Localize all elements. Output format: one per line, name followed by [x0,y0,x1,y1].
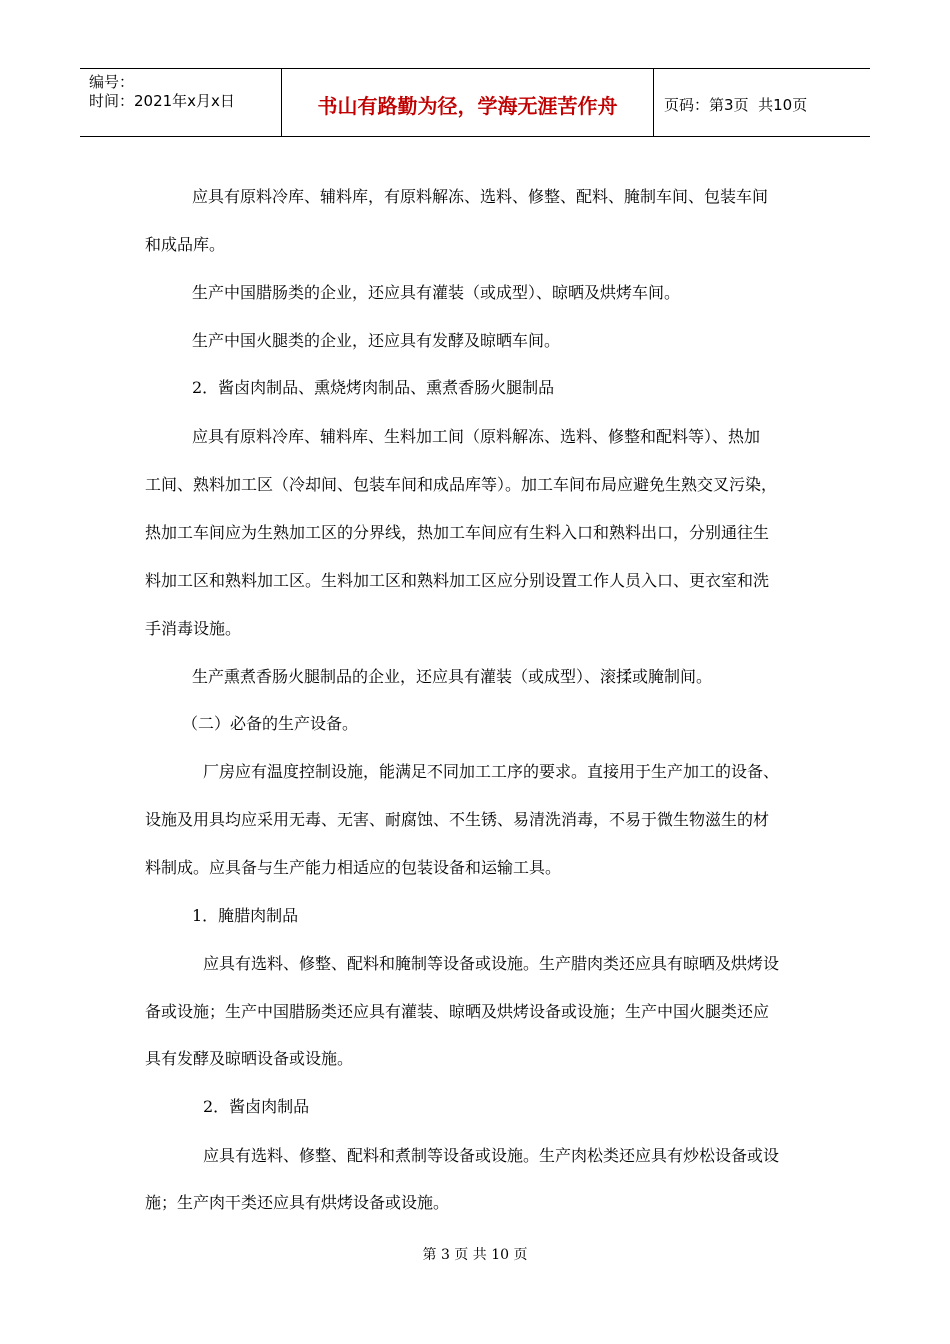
body-line: 厂房应有温度控制设施，能满足不同加工工序的要求。直接用于生产加工的设备、 [203,762,780,781]
body-line: 料制成。应具备与生产能力相适应的包装设备和运输工具。 [145,858,562,877]
body-line: 手消毒设施。 [145,619,242,638]
body-line: 应具有选料、修整、配料和腌制等设备或设施。生产腊肉类还应具有晾晒及烘烤设 [203,954,780,973]
section-heading: 2．酱卤肉制品、熏烧烤肉制品、熏煮香肠火腿制品 [192,378,555,397]
body-line: 应具有选料、修整、配料和煮制等设备或设施。生产肉松类还应具有炒松设备或设 [203,1146,780,1165]
header-page-info: 页码：第 3 页 共 10 页 [664,95,808,114]
header-motto: 书山有路勤为径，学海无涯苦作舟 [282,69,654,136]
section-heading: 1．腌腊肉制品 [192,906,299,925]
body-line: 施；生产肉干类还应具有烘烤设备或设施。 [145,1193,450,1212]
header-page-total: 10 [773,95,793,114]
page-header [80,68,870,137]
body-line: 生产中国腊肠类的企业，还应具有灌装（或成型）、晾晒及烘烤车间。 [192,283,681,302]
section-heading: 2．酱卤肉制品 [203,1097,310,1116]
footer-page-current: 3 [440,1247,450,1263]
body-line: 热加工车间应为生熟加工区的分界线，热加工车间应有生料入口和熟料出口，分别通往生 [145,523,770,542]
document-date: 时间：2021年x月x日 [89,92,235,110]
body-line: 生产中国火腿类的企业，还应具有发酵及晾晒车间。 [192,331,561,350]
header-meta [80,69,282,136]
header-page-current: 3 [724,95,734,114]
body-line: 应具有原料冷库、辅料库、生料加工间（原料解冻、选料、修整和配料等）、热加 [192,427,761,446]
body-line: 应具有原料冷库、辅料库，有原料解冻、选料、修整、配料、腌制车间、包装车间 [192,187,769,206]
body-line: 设施及用具均应采用无毒、无害、耐腐蚀、不生锈、易清洗消毒，不易于微生物滋生的材 [145,810,770,829]
document-number-label: 编号： [89,73,135,91]
section-heading: （二）必备的生产设备。 [182,714,359,733]
body-line: 具有发酵及晾晒设备或设施。 [145,1049,354,1068]
body-line: 和成品库。 [145,235,226,254]
body-line: 生产熏煮香肠火腿制品的企业，还应具有灌装（或成型）、滚揉或腌制间。 [192,667,713,686]
page-footer: 第 3 页 共 10 页 [422,1247,528,1263]
body-line: 备或设施；生产中国腊肠类还应具有灌装、晾晒及烘烤设备或设施；生产中国火腿类还应 [145,1002,770,1021]
body-line: 料加工区和熟料加工区。生料加工区和熟料加工区应分别设置工作人员入口、更衣室和洗 [145,571,770,590]
footer-page-total: 10 [491,1247,510,1263]
body-line: 工间、熟料加工区（冷却间、包装车间和成品库等）。加工车间布局应避免生熟交叉污染， [145,475,778,494]
